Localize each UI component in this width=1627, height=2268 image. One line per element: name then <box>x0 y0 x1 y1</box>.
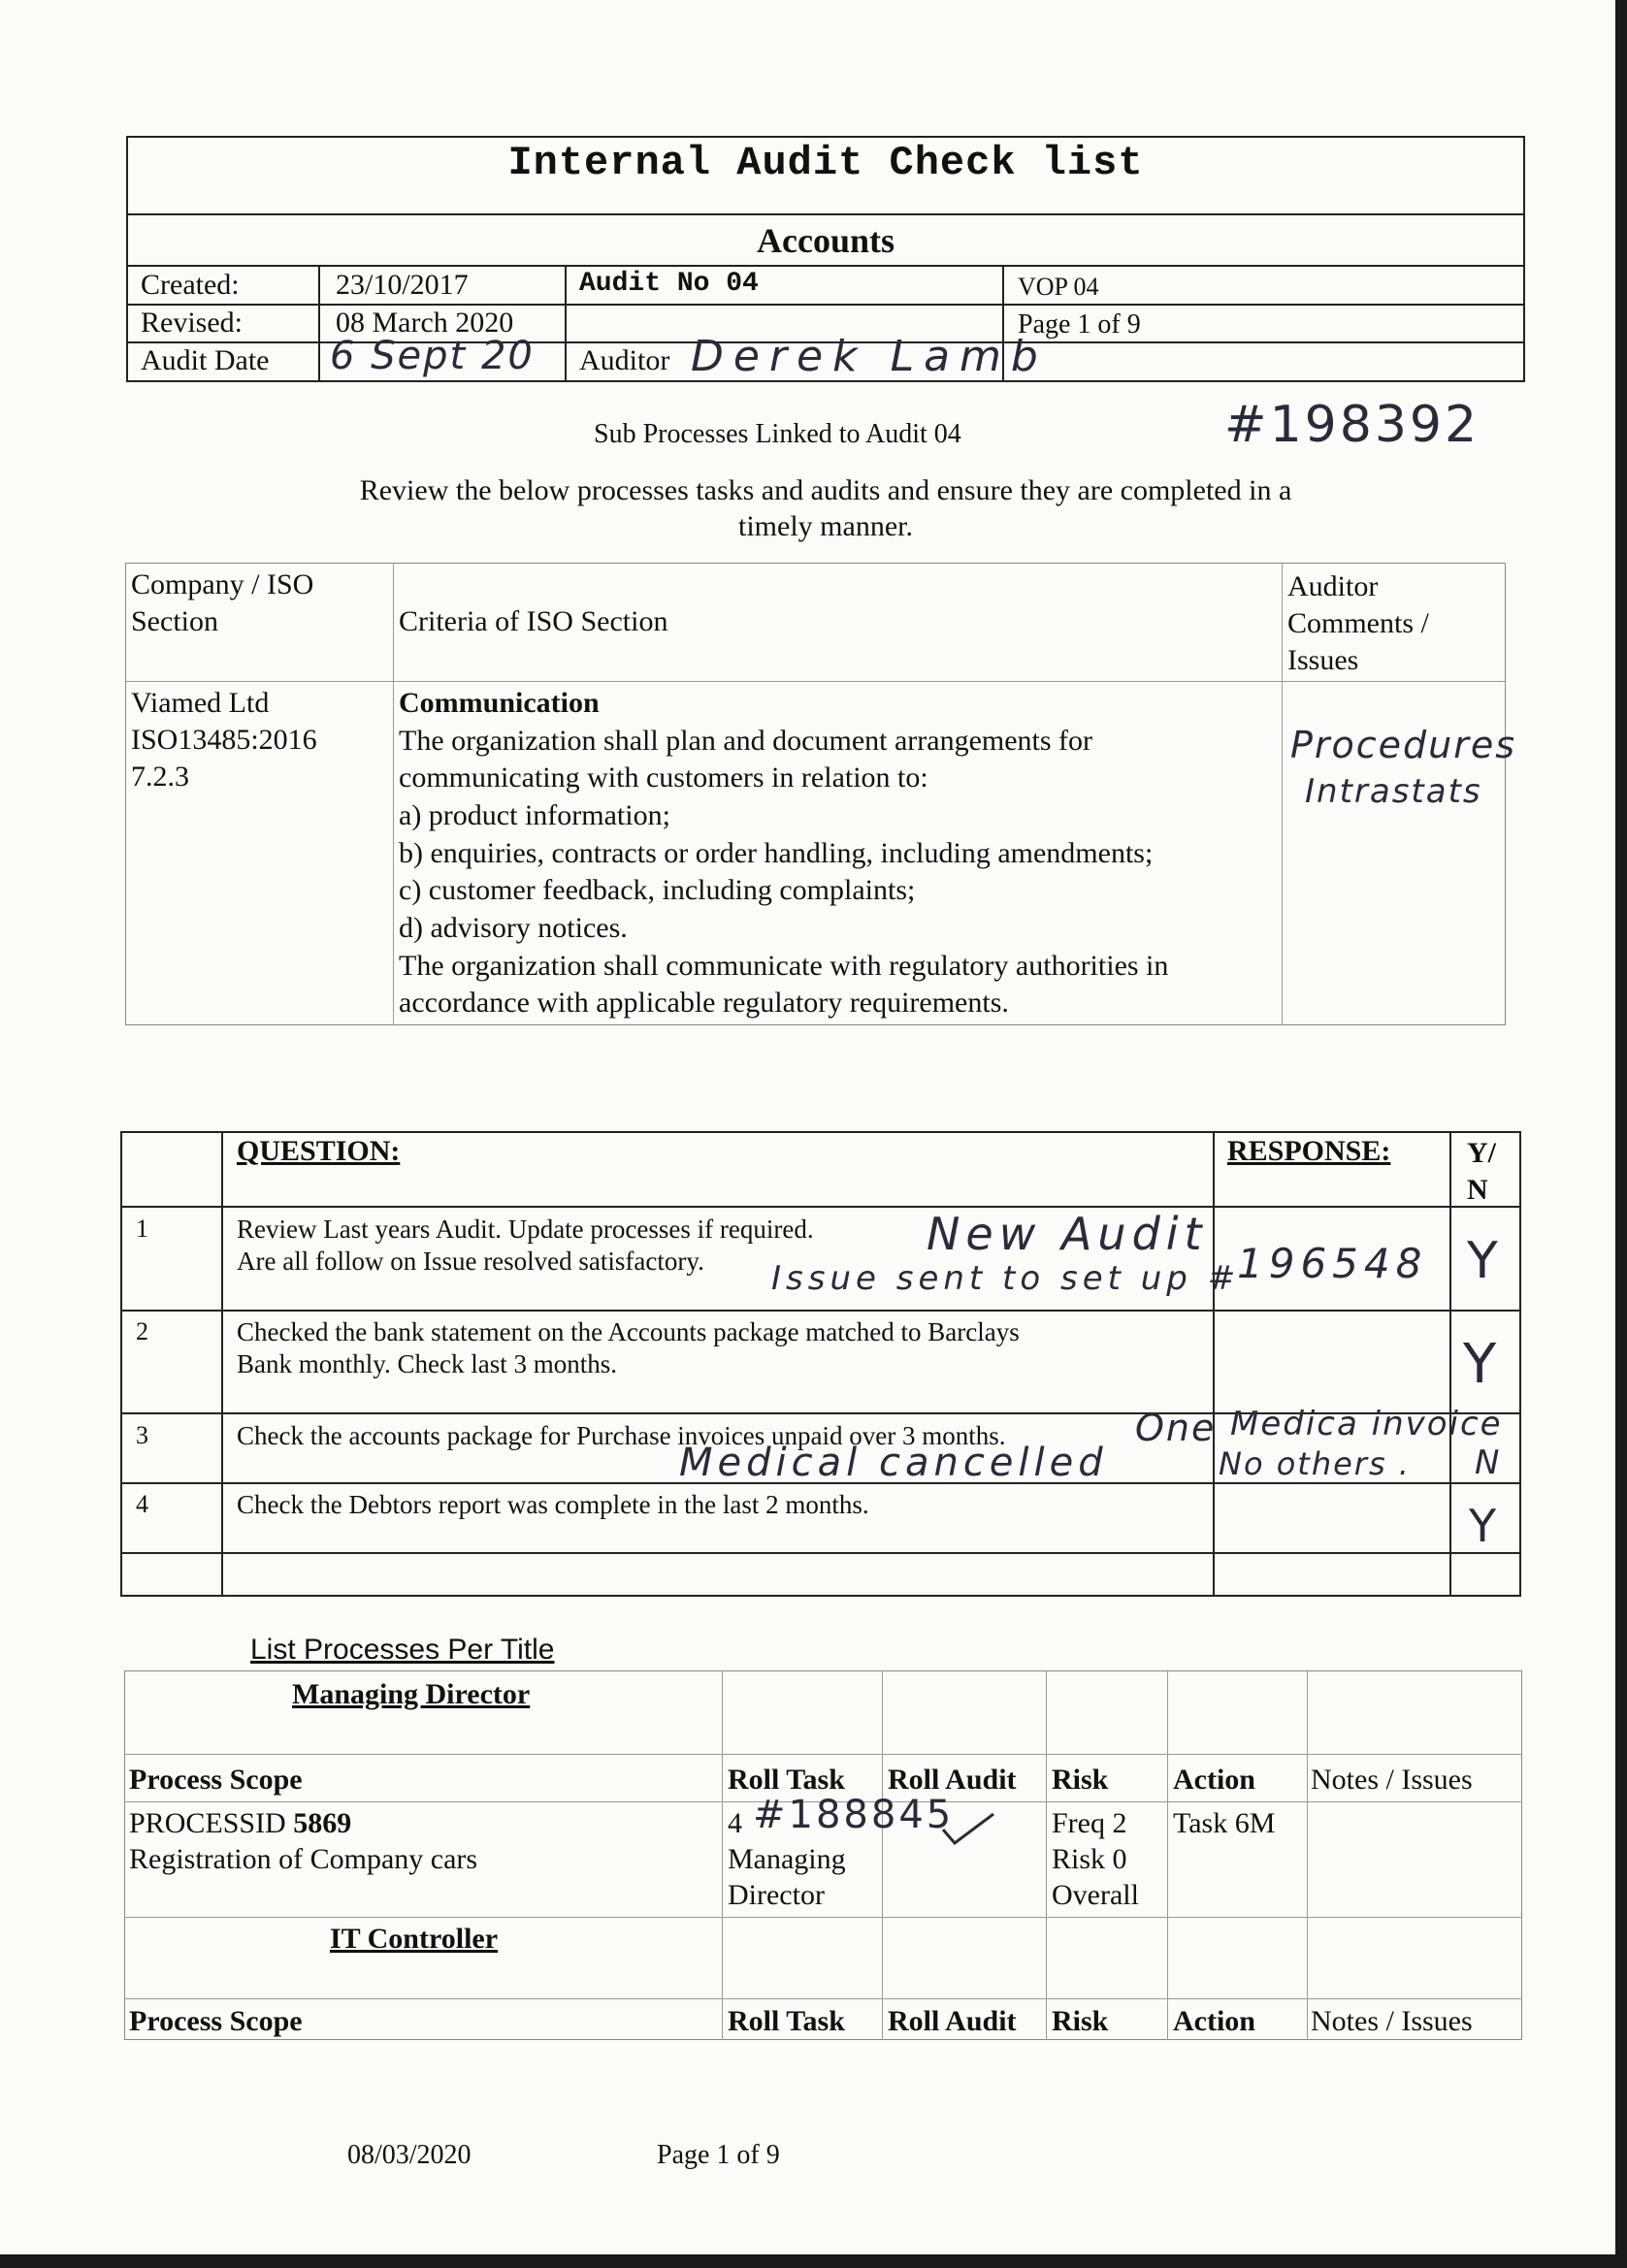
question-number: 4 <box>136 1490 148 1518</box>
question-text: Check the accounts package for Purchase invoices unpaid over 3 months. <box>237 1421 1006 1450</box>
response-header: RESPONSE: <box>1227 1135 1391 1167</box>
criteria-line: accordance with applicable regulatory requirements. <box>399 987 1009 1019</box>
criteria-title: Communication <box>399 687 600 719</box>
document-title: Internal Audit Check list <box>507 140 1144 186</box>
auditor-handwritten: Derek Lamb <box>691 332 1048 381</box>
created-label: Created: <box>141 269 240 301</box>
vop-number: VOP 04 <box>1018 273 1099 301</box>
column-header-roll-task: Roll Task <box>728 1764 845 1796</box>
yn-handwritten: Y <box>1469 1500 1499 1552</box>
question-text: Checked the bank statement on the Accounts package matched to Barclays <box>237 1317 1020 1346</box>
checkmark-icon <box>939 1810 997 1849</box>
question-text: Review Last years Audit. Update processes if required. <box>237 1215 814 1244</box>
company-name: Viamed Ltd <box>131 687 270 719</box>
yn-header-1: Y/ <box>1467 1137 1496 1169</box>
yn-handwritten: N <box>1475 1443 1502 1482</box>
handwritten-note: Issue sent to set up # <box>771 1259 1241 1298</box>
process-list-title: List Processes Per Title <box>250 1634 555 1666</box>
yn-handwritten: Y <box>1467 1232 1500 1290</box>
department-title: Accounts <box>757 221 895 260</box>
role-heading-it-controller: IT Controller <box>330 1923 499 1955</box>
auditor-comment-handwritten: Intrastats <box>1305 772 1482 811</box>
column-header-roll-task: Roll Task <box>728 2005 845 2037</box>
risk-overall: Overall <box>1052 1879 1139 1911</box>
process-id-line <box>129 1805 351 1842</box>
revised-label: Revised: <box>141 307 243 339</box>
column-header-process-scope: Process Scope <box>129 1764 303 1796</box>
yn-header-2: N <box>1467 1174 1488 1206</box>
question-number: 3 <box>136 1421 148 1449</box>
audit-date-handwritten: 6 Sept 20 <box>330 334 535 378</box>
action-value: Task 6M <box>1173 1807 1276 1839</box>
process-name: Registration of Company cars <box>129 1843 478 1875</box>
question-text: Are all follow on Issue resolved satisfactory. <box>237 1247 704 1276</box>
footer-date: 08/03/2020 <box>347 2140 472 2170</box>
auditor-comment-handwritten: Procedures <box>1290 724 1517 766</box>
sub-processes-ref-handwritten: #198392 <box>1224 396 1481 454</box>
question-header: QUESTION: <box>237 1135 401 1167</box>
instruction-line-2: timely manner. <box>738 510 913 542</box>
criteria-line: c) customer feedback, including complaints; <box>399 874 916 906</box>
iso-col-company-header-2: Section <box>131 605 218 637</box>
criteria-line: The organization shall communicate with regulatory authorities in <box>399 950 1169 982</box>
column-header-notes: Notes / Issues <box>1311 2005 1473 2037</box>
roll-task-number: 4 <box>728 1807 742 1839</box>
sub-processes-heading: Sub Processes Linked to Audit 04 <box>594 419 961 449</box>
iso-col-comments-header-2: Comments / <box>1287 607 1429 639</box>
response-handwritten: No others . <box>1219 1445 1411 1482</box>
process-id: 5869 <box>293 1807 352 1839</box>
column-header-action: Action <box>1173 1764 1255 1796</box>
response-handwritten: 196548 <box>1237 1240 1428 1287</box>
iso-col-comments-header-1: Auditor <box>1287 570 1379 602</box>
risk-value: Risk 0 <box>1052 1843 1127 1875</box>
handwritten-note: Medical cancelled <box>679 1441 1108 1485</box>
question-text: Bank monthly. Check last 3 months. <box>237 1349 617 1378</box>
iso-col-company-header-1: Company / ISO <box>131 568 314 600</box>
question-number: 2 <box>136 1317 148 1345</box>
iso-clause: 7.2.3 <box>131 761 189 793</box>
iso-standard: ISO13485:2016 <box>131 724 317 756</box>
column-header-process-scope: Process Scope <box>129 2005 303 2037</box>
criteria-line: b) enquiries, contracts or order handling, including amendments; <box>399 837 1154 869</box>
audit-date-label: Audit Date <box>141 344 270 376</box>
revised-value: 08 March 2020 <box>336 307 514 339</box>
audit-number: Audit No 04 <box>579 269 759 299</box>
criteria-line: a) product information; <box>399 799 670 831</box>
roll-task-role: Managing <box>728 1843 846 1875</box>
roll-task-handwritten: #188845 <box>753 1793 955 1837</box>
handwritten-note: New Audit <box>927 1208 1208 1260</box>
iso-col-criteria-header: Criteria of ISO Section <box>399 605 668 637</box>
risk-frequency: Freq 2 <box>1052 1807 1127 1839</box>
column-header-risk: Risk <box>1052 2005 1109 2037</box>
iso-col-comments-header-3: Issues <box>1287 644 1359 676</box>
handwritten-note: One <box>1135 1407 1217 1449</box>
criteria-line: communicating with customers in relation to: <box>399 761 928 794</box>
criteria-line: The organization shall plan and document arrangements for <box>399 725 1093 757</box>
auditor-label: Auditor <box>579 344 670 376</box>
column-header-action: Action <box>1173 2005 1255 2037</box>
created-value: 23/10/2017 <box>336 269 469 301</box>
footer-page: Page 1 of 9 <box>657 2140 780 2170</box>
column-header-roll-audit: Roll Audit <box>888 2005 1017 2037</box>
roll-task-role: Director <box>728 1879 825 1911</box>
page-indicator: Page 1 of 9 <box>1018 309 1141 340</box>
column-header-risk: Risk <box>1052 1764 1109 1796</box>
question-text: Check the Debtors report was complete in the last 2 months. <box>237 1490 869 1519</box>
column-header-roll-audit: Roll Audit <box>888 1764 1017 1796</box>
criteria-line: d) advisory notices. <box>399 912 628 944</box>
response-handwritten: Medica invoice <box>1230 1405 1503 1443</box>
question-number: 1 <box>136 1215 148 1243</box>
yn-handwritten: Y <box>1463 1333 1499 1396</box>
instruction-line-1: Review the below processes tasks and audits and ensure they are completed in a <box>359 474 1292 506</box>
role-heading-managing-director: Managing Director <box>292 1678 531 1710</box>
process-id-label: PROCESSID <box>129 1807 286 1839</box>
column-header-notes: Notes / Issues <box>1311 1764 1473 1796</box>
